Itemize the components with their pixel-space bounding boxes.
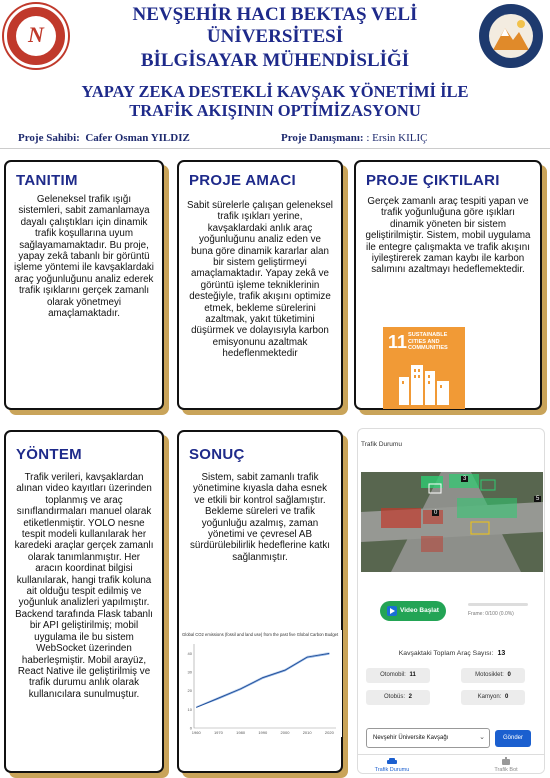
lane-label-5: 5	[536, 496, 540, 502]
university-logo	[4, 4, 68, 68]
junction-select[interactable]: Nevşehir Üniversite Kavşağı ⌄	[366, 728, 490, 748]
chevron-down-icon: ⌄	[479, 734, 485, 741]
university-name: NEVŞEHİR HACI BEKTAŞ VELİ	[132, 4, 418, 25]
frame-progress-bar	[468, 603, 528, 606]
co2-line-chart	[180, 638, 342, 737]
x-tick-label: 1990	[258, 730, 268, 735]
ciktilar-title: PROJE ÇIKTILARI	[366, 172, 500, 189]
project-owner	[18, 132, 190, 144]
y-tick-label: 10	[187, 706, 192, 712]
play-icon	[387, 606, 397, 616]
sdg-number: 11	[388, 332, 408, 352]
co2-chart-caption: Global CO2 emissions (fossil and land use) from the past five Global Carbon Budget	[182, 632, 339, 637]
count-motorcycle: Motosiklet: 0	[461, 668, 525, 683]
app-title: Trafik Durumu	[361, 441, 402, 448]
sdg-11-badge	[383, 327, 465, 409]
lane-label-0: 0	[434, 510, 438, 516]
project-title-line2: TRAFİK AKIŞININ OPTİMİZASYONU	[129, 101, 421, 120]
y-tick-label: 40	[187, 650, 192, 656]
frame-text: Frame: 0/100 (0.0%)	[468, 611, 514, 617]
x-tick-label: 1970	[213, 730, 223, 735]
count-bus: Otobüs: 2	[366, 690, 430, 705]
university-seal-icon: N	[16, 16, 56, 56]
project-title-line1: YAPAY ZEKA DESTEKLİ KAVŞAK YÖNETİMİ İLE	[81, 82, 469, 101]
send-button[interactable]: Gönder	[495, 730, 531, 747]
camera-feed	[361, 472, 543, 572]
advisor-name: : Ersin KILIÇ	[366, 132, 428, 144]
faculty-logo	[479, 4, 543, 68]
series-line-0	[196, 653, 329, 707]
sonuc-title: SONUÇ	[189, 446, 245, 463]
y-tick-label: 30	[187, 669, 192, 675]
tanitim-card	[4, 160, 164, 410]
tab-traffic-bot[interactable]: Trafik Bot	[476, 757, 536, 773]
amac-text: Sabit sürelerle çalışan geleneksel trafik ışıkları yerine, kavşaklardaki anlık araç yoğunluğunu analiz eden ve buna göre dinamik kararlar alan bir sistem geliştirmeyi amaçlamaktadır. Yapay zekâ ve görüntü işleme tekniklerinin desteğiyle, trafik akışını optimize etmek, bekleme sürelerini azaltmak, yakıt tüketimini düşürmek ve dolayısıyla karbon emisyonunu azaltmak hedeflenmektedir	[187, 200, 333, 360]
yontem-title: YÖNTEM	[16, 446, 82, 463]
header-divider	[0, 148, 550, 149]
tab-traffic-status[interactable]: Trafik Durumu	[362, 757, 422, 773]
tanitim-title: TANITIM	[16, 172, 78, 189]
yontem-card	[4, 430, 164, 773]
amac-title: PROJE AMACI	[189, 172, 296, 189]
robot-icon	[500, 757, 512, 766]
ciktilar-text: Gerçek zamanlı araç tespiti yapan ve trafik yoğunluğuna göre ışıkları dinamik yöneten bir sistem geliştirilmiştir. Sistem, mobil uygulama ile entegre çalışmakta ve trafik akışını iyileştirerek zaman kaybı ile karbon salımını azaltmayı hedeflemektedir.	[365, 196, 531, 276]
lane-label-3: 3	[463, 476, 467, 482]
car-icon	[386, 757, 398, 766]
mobile-app-screenshot	[357, 428, 545, 774]
department-name: BİLGİSAYAR MÜHENDİSLİĞİ	[140, 50, 410, 71]
owner-name: Cafer Osman YILDIZ	[85, 132, 190, 144]
faculty-mountain-logo-icon	[489, 14, 533, 58]
series-line-2	[196, 652, 329, 706]
x-tick-label: 2020	[324, 730, 334, 735]
x-tick-label: 1960	[191, 730, 201, 735]
co2-chart	[180, 630, 342, 737]
count-truck: Kamyon: 0	[461, 690, 525, 705]
bottom-tab-bar	[358, 754, 545, 774]
x-tick-label: 2000	[280, 730, 290, 735]
tanitim-text: Geleneksel trafik ışığı sistemleri, sabit zamanlamaya dayalı çalıştıkları için dinamik trafik koşullarına uyum sağlayamamaktadır. Bu proje, yapay zekâ tabanlı bir görüntü işleme yöntemi ile kavşaklardaki araç yoğunluğunu analiz ederek trafik ışıklarını gerçek zamanlı olarak yönetmeyi amaçlamaktadır.	[14, 194, 154, 320]
sonuc-text: Sistem, sabit zamanlı trafik yönetimine kıyasla daha esnek ve etkili bir kontrol sağlamıştır. Bekleme süreleri ve trafik yoğunluğu azalmış, zaman yönetimi ve çevresel AB sürdürülebilirlik hedeflerine katkı sağlanmıştır.	[190, 472, 330, 563]
x-tick-label: 1980	[236, 730, 246, 735]
count-car: Otomobil: 11	[366, 668, 430, 683]
yontem-text: Trafik verileri, kavşaklardan alınan video kayıtları üzerinden toplanmış ve araç sınıflandırmaları manuel olarak etiketlenmiştir. YOLO nesne tespit modeli kullanılarak her karedeki araçlar gerçek zamanlı olarak tanımlanmıştır. Her aracın koordinat bilgisi kullanılarak, hangi trafik koluna ait olduğu tespit edilmiş ve yoğunluk analizleri yapılmıştır. Backend tarafında Flask tabanlı bir API geliştirilmiş; mobil uygulama ile bu sistem WebSocket üzerinden haberleşmiştir. Mobil arayüz, React Native ile geliştirilmiş ve trafik durumu anlık olarak kullanıcılara sunulmuştur.	[14, 472, 154, 700]
amac-card	[177, 160, 343, 410]
start-video-button[interactable]: Video Başlat	[380, 601, 446, 621]
advisor-label: Proje Danışmanı:	[281, 132, 364, 144]
x-tick-label: 2010	[302, 730, 312, 735]
y-tick-label: 0	[189, 725, 192, 731]
university-name-2: ÜNİVERSİTESİ	[206, 26, 344, 47]
total-vehicle-count: Kavşaktaki Toplam Araç Sayısı: 13	[398, 650, 506, 657]
sdg-text: SUSTAINABLE CITIES AND COMMUNITIES	[408, 332, 448, 351]
project-advisor	[281, 132, 427, 144]
y-tick-label: 20	[187, 688, 192, 694]
city-buildings-icon	[395, 359, 453, 405]
owner-label: Proje Sahibi:	[18, 132, 80, 144]
